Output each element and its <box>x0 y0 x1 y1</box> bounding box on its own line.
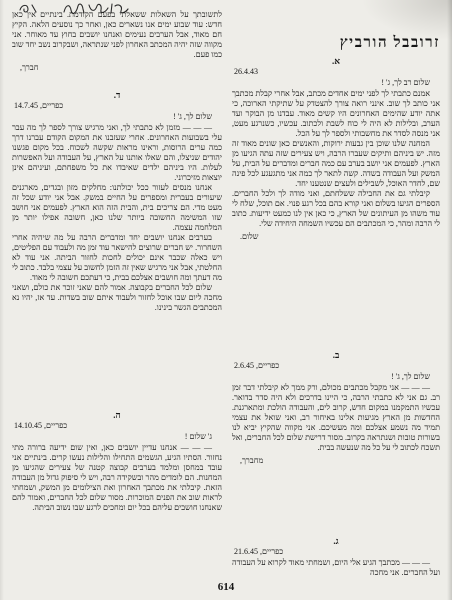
letter-date: כפריים, 2.6.45 <box>234 361 280 370</box>
letter-paragraph: לתשובתך על השאלות ששאלתי בפעם הקודמת. בינתיים אין כאן חדש: עוד שבוע ימים אנו נשארים כאן, ואחר כך נוסעים הלאה. הקיץ חם מאוד, אבל הערבים נעימים ואנחנו יושבים בחוץ עד מאוחר. אני מקווה שזה יהיה המכתב האחרון לפני שנתראה, ושבקרוב נשב יחד שוב כמו פעם. <box>12 10 222 59</box>
letter-paragraph: המחנה שלנו שוכן בין גבעות ירוקות, והאנשים כאן שונים מאוד זה מזה. יש ביניהם ותיקים שעברו הרבה, ויש צעירים שזה עתה הגיעו מן הארץ. לפעמים אני יושב בערב עם כמה חברים ומדברים על הבית, על המשק ועל העבודה בשדה. קשה לתאר לך כמה אני מתגעגע לכל פינה שם, לחדר האוכל, לשבילים ולעצים שנטענו יחד. <box>232 139 440 188</box>
letter-number: א. <box>331 56 341 66</box>
letter-closing: חברך, <box>20 63 39 72</box>
letter-paragraph: — — — אני מקבל מכתבים מכולם, ורק ממך לא קיבלתי דבר זמן רב. גם אני לא כתבתי הרבה, כי היינו בדרכים ולא היה סדר בדואר. עכשיו התמקמנו במקום חדש, קרוב לים, והעבודה הולכת ומתארגנת. החדשות מן הארץ מגיעות אלינו באיחור רב, ואני שואל את עצמי תמיד מה נשמע אצלכם ומה מעשיכם. אני מקווה שהקיץ יביא לנו בשורות טובות ושנתראה בקרוב. מסור דרישת שלום לכל החברים, ואל תשכח לכתוב לי על כל מה שנעשה בבית. <box>232 383 440 452</box>
letter-paragraph: קיבלתי גם את החבילה ששלחתם, ואני מודה לך ולכל החברים. הספרים הגיעו בשלום ואני קורא בהם בכל רגע פנוי. אם תוכל, שלח לי עוד משהו מן העיתונים של הארץ, כי כאן אין לנו כמעט ידיעות. כתוב לי הרבה ומהר, כי המכתבים הם עכשיו השמחה היחידה שלי. <box>232 189 440 228</box>
left-column <box>12 0 222 600</box>
title-block <box>232 34 440 52</box>
letter-salutation: ג' שלום ! <box>184 432 212 441</box>
letter-date: כפריים, 14.7.45 <box>14 101 64 110</box>
letter-number: ד. <box>113 90 121 100</box>
letter-salutation: שלום לך, ג' ! <box>391 372 430 381</box>
letter-salutation: שלום לך, ג' ! <box>173 112 212 121</box>
letter-number: ב. <box>332 350 340 360</box>
letter-salutation: שלום רב לך, ג' ! <box>381 78 430 87</box>
letter-number: ג. <box>333 536 339 546</box>
right-column <box>232 0 440 600</box>
letter-paragraph: — — — אנחנו עדיין יושבים כאן, ואין שום ידיעה ברורה מתי נחזור. הסתיו הגיע, הגשמים התחילו והלילות נעשו קרים. בינתיים אני עובד במחסן ומלמד בערבים קבוצה קטנה של צעירים שהגיעו מן המחנות. הם לומדים מהר ובשקידה רבה, ויש לי סיפוק גדול מן העבודה הזאת. קיבלתי את מכתבך האחרון ואת הצילומים מן המשק, ושמחתי לראות שוב את הפנים המוכרות. מסור שלום לכל החברים, ואמור להם שאנחנו חושבים עליהם בכל יום ומחכים לרגע שבו נשוב הביתה. <box>12 443 222 512</box>
letter-a <box>232 56 440 242</box>
letter-paragraph: שלום לכל החברים בקבוצה. אמור להם שאני זוכר את כולם, ושאני מחכה ליום שבו אוכל לחזור ולעבוד איתם שוב בשדות. עד אז, יהיו נא המכתבים הגשר בינינו. <box>12 283 222 312</box>
letter-date: כפריים, 14.10.45 <box>14 421 68 430</box>
letter-date: כפריים, 21.6.45 <box>234 547 284 556</box>
letter-paragraph: — — — מכתבך הגיע אלי היום, ושמחתי מאוד לקרוא על העבודה ועל החברים. אני מחכה <box>232 558 440 577</box>
letter-closing: מחברך, <box>240 456 264 465</box>
letter-paragraph: אמנם כתבתי לך לפני ימים אחדים מכתב, אבל אחרי קבלת מכתבך אני כותב לך שוב. אינני רואה צורך להצטדק על שתיקתי הארוכה, כי אתה יודע שהימים האחרונים היו קשים מאוד. עבדנו מן הבוקר ועד הערב, ובלילות לא היה לי כוח לשבת ולכתוב. עכשיו, כשנרגע מעט, אני מנסה לסדר את מחשבותי ולספר לך על הכל. <box>232 89 440 138</box>
letter-b <box>232 350 440 466</box>
letter-number: ה. <box>113 410 121 420</box>
letter-paragraph: אנחנו מנסים לעזור ככל יכולתנו: מחלקים מזון ובגדים, מארגנים שיעורים בעברית ומספרים על החיים במשק. אבל אני יודע שכל זה מעט מדי. הם צריכים בית, והבית הזה הוא הארץ. לפעמים אני חושב שזו המשימה החשובה ביותר שלנו כאן, חשובה אפילו יותר מן המלחמה עצמה. <box>12 183 222 232</box>
letter-paragraph: — — — מזמן לא כתבתי לך, ואני מרגיש צורך לספר לך מה עבר עלי בשבועות האחרונים. אחרי שעזבנו את המקום הקודם עברנו דרך כמה ערים הרוסות, וראינו מראות שקשה לשכוח. בכל מקום פגשנו יהודים שניצלו, והם שאלו אותנו על הארץ, על העבודה ועל האפשרות לעלות. היו ביניהם ילדים שאיבדו את כל משפחתם, ועיניהם אינן יוצאות מזיכרוני. <box>12 123 222 182</box>
letter-c <box>232 536 440 578</box>
page-number: 614 <box>217 581 235 593</box>
letter-d <box>12 90 222 313</box>
letter-paragraph: בערבים אנחנו יושבים יחד ומדברים הרבה על מה שיהיה אחרי השחרור. יש חברים שרוצים להישאר עוד זמן מה ולעבוד עם הפליטים, ויש כאלה שכבר אינם יכולים לחכות לחזור הביתה. אני עוד לא החלטתי, אבל אני מרגיש שאין זה הזמן לחשוב על עצמי בלבד. כתוב לי מה דעתך ומה חושבים אצלכם בבית, כי דעתכם חשובה לי מאוד. <box>12 233 222 282</box>
page-title: זרובבל הורביץ <box>339 35 440 51</box>
letter-c-continuation <box>12 10 222 73</box>
letter-e <box>12 410 222 513</box>
letter-date: 26.4.43 <box>234 67 258 76</box>
letter-closing: שלום. <box>240 232 259 241</box>
